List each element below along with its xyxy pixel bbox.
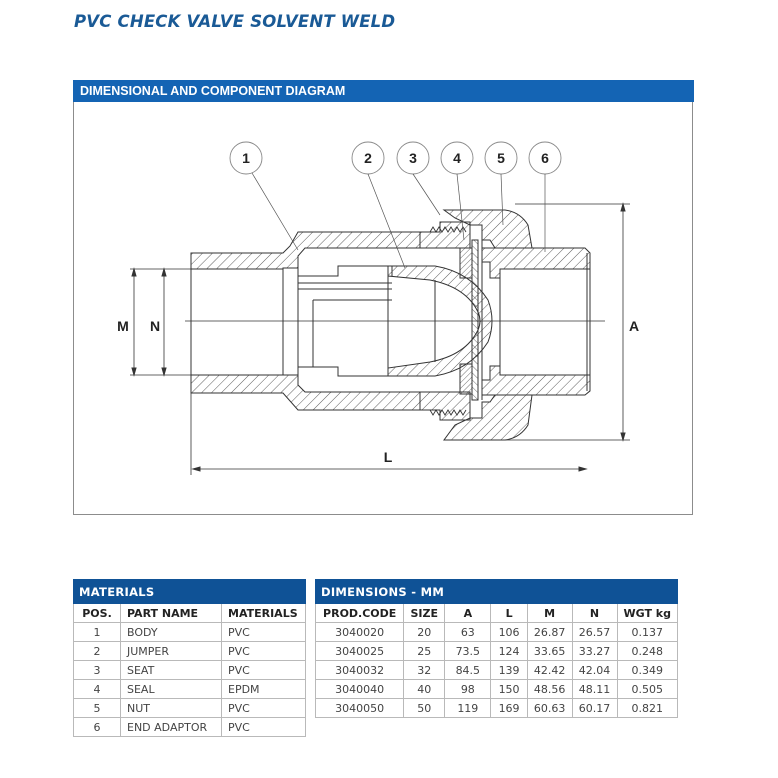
table-row xyxy=(74,642,306,661)
table-row xyxy=(74,661,306,680)
size-cell: 25 xyxy=(404,642,445,661)
a-cell: 119 xyxy=(445,699,491,718)
callout-2: 2 xyxy=(364,150,372,166)
l-cell: 169 xyxy=(491,699,527,718)
m-cell: 42.42 xyxy=(527,661,572,680)
size-cell: 50 xyxy=(404,699,445,718)
m-cell: 33.65 xyxy=(527,642,572,661)
material-cell: PVC xyxy=(222,699,306,718)
col-a: A xyxy=(445,604,491,623)
page-title: PVC CHECK VALVE SOLVENT WELD xyxy=(74,12,396,31)
n-cell: 60.17 xyxy=(572,699,617,718)
l-cell: 106 xyxy=(491,623,527,642)
size-cell: 40 xyxy=(404,680,445,699)
dimensions-table xyxy=(315,579,678,718)
n-cell: 48.11 xyxy=(572,680,617,699)
callout-4: 4 xyxy=(453,150,461,166)
callout-5: 5 xyxy=(497,150,505,166)
part-cell: NUT xyxy=(121,699,222,718)
n-cell: 42.04 xyxy=(572,661,617,680)
part-cell: BODY xyxy=(121,623,222,642)
valve-cross-section-diagram xyxy=(74,102,692,514)
pos-cell: 4 xyxy=(74,680,121,699)
callout-1: 1 xyxy=(242,150,250,166)
table-row xyxy=(316,699,678,718)
material-cell: PVC xyxy=(222,642,306,661)
wgt-cell: 0.137 xyxy=(617,623,678,642)
table-row xyxy=(74,699,306,718)
table-row xyxy=(316,680,678,699)
col-pos: POS. xyxy=(74,604,121,623)
n-cell: 26.57 xyxy=(572,623,617,642)
diagram-header: DIMENSIONAL AND COMPONENT DIAGRAM xyxy=(73,80,694,102)
l-cell: 124 xyxy=(491,642,527,661)
col-m: M xyxy=(527,604,572,623)
pos-cell: 5 xyxy=(74,699,121,718)
table-row xyxy=(316,642,678,661)
col-wgt: WGT kg xyxy=(617,604,678,623)
col-l: L xyxy=(491,604,527,623)
size-cell: 32 xyxy=(404,661,445,680)
wgt-cell: 0.505 xyxy=(617,680,678,699)
materials-table xyxy=(73,579,306,737)
dimension-label-m: M xyxy=(117,318,129,334)
m-cell: 48.56 xyxy=(527,680,572,699)
dimension-label-n: N xyxy=(149,318,161,334)
a-cell: 84.5 xyxy=(445,661,491,680)
material-cell: PVC xyxy=(222,661,306,680)
table-row xyxy=(74,718,306,737)
l-cell: 150 xyxy=(491,680,527,699)
prod-code-cell: 3040020 xyxy=(316,623,404,642)
part-cell: SEAL xyxy=(121,680,222,699)
m-cell: 60.63 xyxy=(527,699,572,718)
callout-3: 3 xyxy=(409,150,417,166)
a-cell: 63 xyxy=(445,623,491,642)
materials-header: MATERIALS xyxy=(74,580,306,604)
size-cell: 20 xyxy=(404,623,445,642)
pos-cell: 6 xyxy=(74,718,121,737)
table-row xyxy=(74,680,306,699)
pos-cell: 1 xyxy=(74,623,121,642)
callout-6: 6 xyxy=(541,150,549,166)
pos-cell: 2 xyxy=(74,642,121,661)
prod-code-cell: 3040040 xyxy=(316,680,404,699)
a-cell: 98 xyxy=(445,680,491,699)
col-materials: MATERIALS xyxy=(222,604,306,623)
table-row xyxy=(316,661,678,680)
l-cell: 139 xyxy=(491,661,527,680)
prod-code-cell: 3040025 xyxy=(316,642,404,661)
col-size: SIZE xyxy=(404,604,445,623)
col-prod-code: PROD.CODE xyxy=(316,604,404,623)
table-row xyxy=(316,623,678,642)
dimensions-header: DIMENSIONS - MM xyxy=(316,580,678,604)
col-n: N xyxy=(572,604,617,623)
col-part-name: PART NAME xyxy=(121,604,222,623)
n-cell: 33.27 xyxy=(572,642,617,661)
wgt-cell: 0.349 xyxy=(617,661,678,680)
part-cell: JUMPER xyxy=(121,642,222,661)
wgt-cell: 0.821 xyxy=(617,699,678,718)
prod-code-cell: 3040032 xyxy=(316,661,404,680)
a-cell: 73.5 xyxy=(445,642,491,661)
prod-code-cell: 3040050 xyxy=(316,699,404,718)
material-cell: PVC xyxy=(222,623,306,642)
part-cell: END ADAPTOR xyxy=(121,718,222,737)
m-cell: 26.87 xyxy=(527,623,572,642)
pos-cell: 3 xyxy=(74,661,121,680)
material-cell: EPDM xyxy=(222,680,306,699)
wgt-cell: 0.248 xyxy=(617,642,678,661)
part-cell: SEAT xyxy=(121,661,222,680)
material-cell: PVC xyxy=(222,718,306,737)
dimension-label-a: A xyxy=(628,318,640,334)
table-row xyxy=(74,623,306,642)
dimension-label-l: L xyxy=(383,449,393,465)
